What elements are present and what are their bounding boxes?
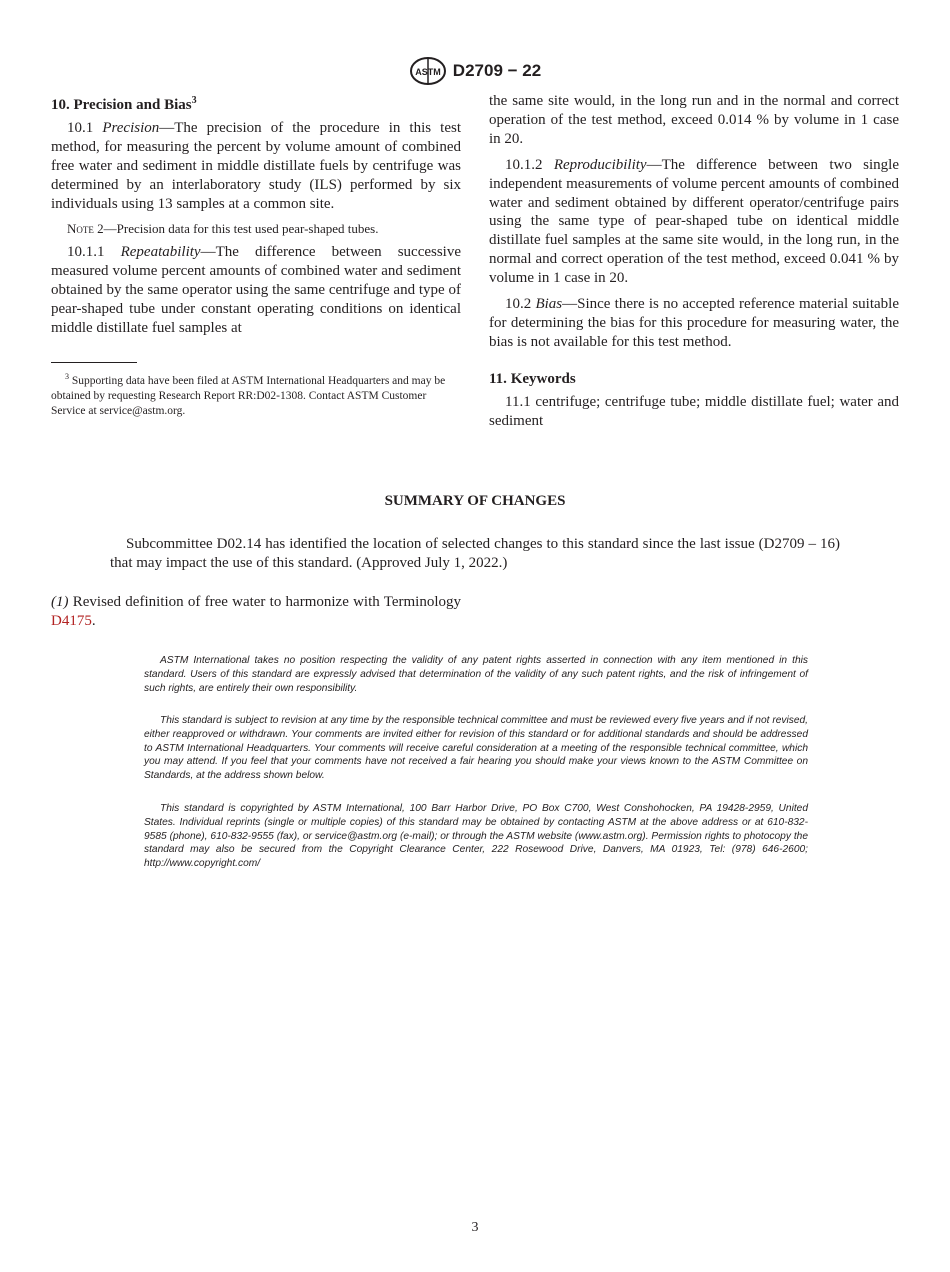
d4175-link[interactable]: D4175: [51, 613, 92, 629]
footnote-rule: [51, 362, 137, 363]
section-11-heading: 11. Keywords: [489, 370, 576, 387]
paragraph-11-1: 11.1 centrifuge; centrifuge tube; middle distillate fuel; water and sediment: [489, 393, 900, 429]
copyright-notice: This standard is copyrighted by ASTM International, 100 Barr Harbor Drive, PO Box C700, West Conshohocken, PA 19428-2959, United States. Individual reprints (single or multiple copies) of this standard may be obtained by contacting ASTM at the above address or at 610-832-9585 (phone), 610-832-9555 (fax), or service@astm.org (e-mail); or through the ASTM website (www.astm.org). Permission rights to photocopy the standard may also be secured from the Copyright Clearance Center, 222 Rosewood Drive, Danvers, MA 01923, Tel: (978) 646-2600; http://www.copyright.com/: [144, 803, 808, 870]
designation: D2709 − 22: [452, 61, 542, 80]
note-2: Note 2—Precision data for this test used pear-shaped tubes.: [67, 221, 379, 237]
right-column: [489, 92, 899, 431]
patent-disclaimer: ASTM International takes no position respecting the validity of any patent rights asserted in connection with any item mentioned in this standard. Users of this standard are expressly advised that determination of the validity of any such patent rights, and the risk of infringement of such rights, are entirely their own responsibility.: [144, 655, 808, 694]
footnote-3: $^3$ Supporting data have been filed at ASTM International Headquarters and may be obtained by requesting Research Report RR:D02-1308. Contact ASTM Customer Service at service@astm.org.: [51, 371, 446, 417]
page-header: [0, 56, 950, 86]
change-item-1: (1) Revised definition of free water to harmonize with Terminology D4175.: [51, 594, 461, 629]
summary-of-changes-text: Subcommittee D02.14 has identified the location of selected changes to this standard since the last issue (D2709 – 16) that may impact the use of this standard. (Approved July 1, 2022.): [110, 536, 840, 571]
paragraph-10-2: 10.2 Bias—Since there is no accepted reference material suitable for determining the bias for this procedure for measuring water, the bias is not available for this test method.: [489, 296, 899, 350]
section-10-heading: 10. Precision and Bias$^3$: [51, 95, 197, 113]
paragraph-10-1-2: 10.1.2 Reproducibility—The difference between two single independent measurements of volume percent amounts of combined water and sediment obtained by different operator/centrifuge pairs using the same type of pear-shaped tube on identical middle distillate fuel samples at the same site would, in the long run, in the normal and correct operation of the test method, exceed 0.041 % by volume in 1 case in 20.: [489, 156, 900, 287]
paragraph-10-1-1: 10.1.1 Repeatability—The difference between successive measured volume percent amounts of combined water and sediment obtained by the same operator using the same centrifuge and type of pear-shaped tube under constant operating conditions on identical middle distillate fuel samples at: [51, 244, 462, 337]
astm-logo-icon: [409, 56, 447, 86]
page-number: 3: [471, 1220, 479, 1235]
left-column: [51, 92, 461, 419]
revision-disclaimer: This standard is subject to revision at any time by the responsible technical committee and must be reviewed every five years and if not revised, either reapproved or withdrawn. Your comments are invited either for revision of this standard or for additional standards and should be addressed to ASTM International Headquarters. Your comments will receive careful consideration at a meeting of the responsible technical committee, which you may attend. If you feel that your comments have not received a fair hearing you should make your views known to the ASTM Committee on Standards, at the address shown below.: [144, 715, 808, 782]
astm-logo-text: ASTM: [415, 67, 441, 77]
summary-of-changes-title: SUMMARY OF CHANGES: [384, 493, 566, 509]
paragraph-10-1: 10.1 Precision—The precision of the procedure in this test method, for measuring the percent by volume amount of combined free water and sediment in middle distillate fuels by centrifuge was determined by an interlaboratory study (ILS) performed by six individuals using 13 samples at a common site.: [51, 119, 462, 212]
paragraph-10-1-1-continued: the same site would, in the long run and in the normal and correct operation of the test method, exceed 0.014 % by volume in 1 case in 20.: [489, 93, 899, 147]
